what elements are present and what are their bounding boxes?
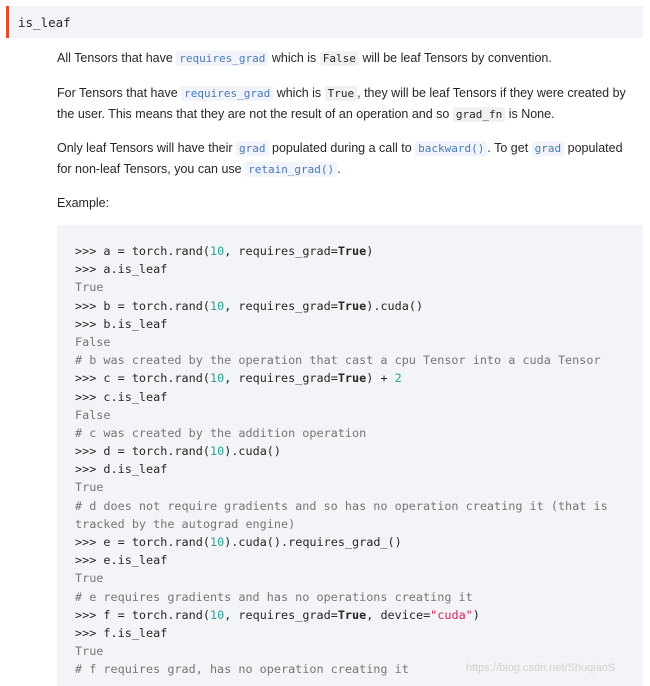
- attribute-header: [6, 6, 643, 38]
- text: populated during a call to: [268, 141, 416, 155]
- inline-code: True: [325, 86, 358, 101]
- requires-grad-link[interactable]: requires_grad: [181, 86, 273, 101]
- attribute-name: is_leaf: [18, 14, 71, 30]
- code-line: >>> e.is_leaf: [75, 553, 168, 568]
- code-output: False: [75, 407, 111, 422]
- text: .: [337, 162, 341, 176]
- text: , they will be leaf Tensors if they were created by the user. This means that they are not the result of an operation and so: [57, 86, 626, 121]
- code-comment: # c was created by the addition operation: [75, 425, 367, 440]
- paragraph: [57, 138, 637, 180]
- code-line: >>> d.is_leaf: [75, 462, 168, 477]
- text: populated for non-leaf Tensors, you can use: [57, 141, 623, 176]
- watermark: https://blog.csdn.net/ShuqiaoS: [466, 662, 616, 674]
- text: which is: [273, 86, 325, 100]
- code-line: >>> a.is_leaf: [75, 262, 168, 277]
- requires-grad-link[interactable]: requires_grad: [176, 51, 268, 66]
- code-line: >>> b = torch.rand(10, requires_grad=True).cuda(): [75, 298, 424, 313]
- code-line: >>> d = torch.rand(10).cuda(): [75, 444, 282, 459]
- code-comment: # b was created by the operation that cast a cpu Tensor into a cuda Tensor: [75, 353, 601, 368]
- text: which is: [268, 51, 320, 65]
- grad-link[interactable]: grad: [532, 141, 565, 156]
- text: is None.: [505, 107, 555, 121]
- code-line: >>> c.is_leaf: [75, 389, 168, 404]
- inline-code: grad_fn: [453, 107, 505, 122]
- code-comment: # e requires gradients and has no operations creating it: [75, 589, 473, 604]
- code-line: >>> f = torch.rand(10, requires_grad=True, device="cuda"): [75, 607, 480, 622]
- code-comment: # d does not require gradients and so has no operation creating it (that is: [75, 498, 608, 513]
- text: . To get: [487, 141, 532, 155]
- grad-link[interactable]: grad: [236, 141, 269, 156]
- code-line: >>> b.is_leaf: [75, 316, 168, 331]
- inline-code: False: [320, 51, 359, 66]
- code-comment: tracked by the autograd engine): [75, 516, 296, 531]
- code-line: >>> e = torch.rand(10).cuda().requires_grad_(): [75, 535, 402, 549]
- paragraph: [57, 83, 637, 125]
- backward-link[interactable]: backward(): [415, 141, 487, 156]
- code-line: >>> f.is_leaf: [75, 625, 168, 640]
- text: will be leaf Tensors by convention.: [358, 51, 552, 65]
- code-output: True: [75, 280, 104, 295]
- text: Only leaf Tensors will have their: [57, 141, 237, 155]
- text: All Tensors that have: [57, 51, 177, 65]
- code-line: >>> c = torch.rand(10, requires_grad=True) + 2: [75, 371, 402, 386]
- paragraph: [57, 48, 552, 69]
- code-output: True: [75, 480, 104, 495]
- text: For Tensors that have: [57, 86, 182, 100]
- example-label: Example:: [57, 196, 110, 210]
- code-line: >>> a = torch.rand(10, requires_grad=True): [75, 244, 374, 258]
- code-example: [57, 225, 643, 686]
- code-output: True: [75, 571, 104, 586]
- retain-grad-link[interactable]: retain_grad(): [245, 162, 337, 177]
- code-output: True: [75, 644, 104, 659]
- code-output: False: [75, 334, 111, 349]
- code-comment: # f requires grad, has no operation creating it: [75, 662, 409, 677]
